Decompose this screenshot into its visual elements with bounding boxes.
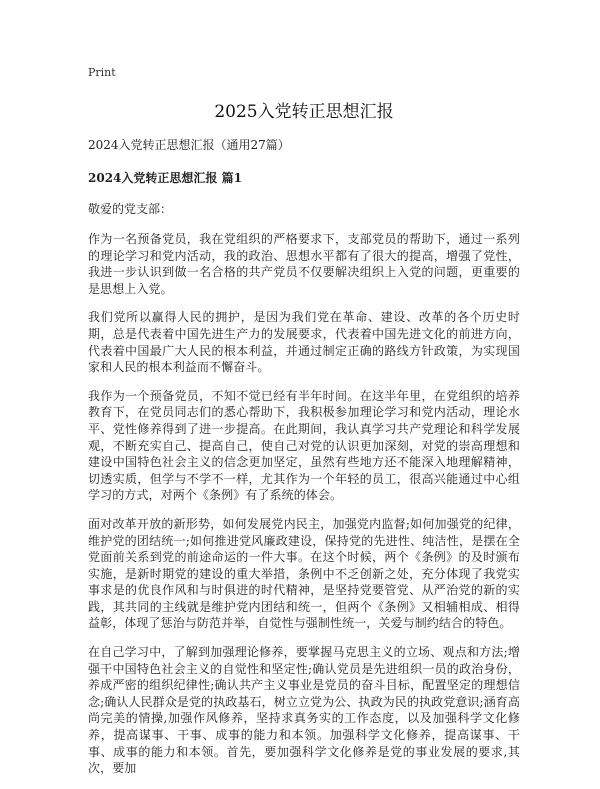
body-paragraph: 作为一名预备党员，我在党组织的严格要求下，支部党员的帮助下，通过一系列的理论学习和党内活动，我的政治、思想水平都有了很大的提高，增强了党性，我进一步认识到做一名合格的共产党员不仅要解决组织上入党的问题，更重要的是思想上入党。 — [88, 232, 520, 296]
document-subtitle: 2024入党转正思想汇报（通用27篇） — [88, 138, 290, 152]
body-paragraph: 面对改革开放的新形势，如何发展党内民主，加强党内监督;如何加强党的纪律，维护党的团结统一;如何推进党风廉政建设，保持党的先进性、纯洁性，是摆在全党面前关系到党的前途命运的一件大事。在这个时候，两个《条例》的及时颁布实施，是新时期党的建设的重大举措，条例中不乏创新之处，充分体现了我党实事求是的优良作风和与时俱进的时代精神，是坚持党要管党、从严治党的新的实践，其共同的主线就是维护党内团结和统一，但两个《条例》又相辅相成、相得益彰，体现了惩治与防范并举，自觉性与强制性统一，关爱与制约结合的特色。 — [88, 516, 520, 631]
body-paragraph: 我作为一个预备党员，不知不觉已经有半年时间。在这半年里，在党组织的培养教育下，在党员同志们的悉心帮助下，我积极参加理论学习和党内活动，理论水平、党性修养得到了进一步提高。在此期间，我认真学习共产党理论和科学发展观，不断充实自己、提高自己，使自己对党的认识更加深刻，对党的崇高理想和建设中国特色社会主义的信念更加坚定，虽然有些地方还不能深入地理解精神，切透实质，但学与不学不一样，尤其作为一个年轻的员工，很高兴能通过中心组学习的方式，对两个《条例》有了系统的体会。 — [88, 388, 520, 503]
document-title: 2025入党转正思想汇报 — [214, 102, 394, 122]
section-heading: 2024入党转正思想汇报 篇1 — [88, 171, 242, 185]
print-link[interactable]: Print — [88, 66, 116, 79]
body-paragraph: 在自己学习中，了解到加强理论修养，要掌握马克思主义的立场、观点和方法;增强干中国特色社会主义的自觉性和坚定性;确认党员是先进组织一员的政治身份，养成严密的组织纪律性;确认共产主义事业是党员的奋斗目标，配置坚定的理想信念;确认人民群众是党的执政基石，树立立党为公、执政为民的执政党意识;涵育高尚完美的情操,加强作风修养，坚持求真务实的工作态度，以及加强科学文化修养，提高谋事、干事、成事的能力和本领。加强科学文化修养，提高谋事、干事、成事的能力和本领。首先，要加强科学文化修养是党的事业发展的要求,其次，要加 — [88, 645, 520, 776]
salutation: 敬爱的党支部： — [88, 202, 173, 216]
body-paragraph: 我们党所以赢得人民的拥护，是因为我们党在革命、建设、改革的各个历史时期，总是代表着中国先进生产力的发展要求，代表着中国先进文化的前进方向，代表着中国最广大人民的根本利益，并通过制定正确的路线方针政策，为实现国家和人民的根本利益而不懈奋斗。 — [88, 310, 520, 375]
document-page — [88, 66, 520, 789]
